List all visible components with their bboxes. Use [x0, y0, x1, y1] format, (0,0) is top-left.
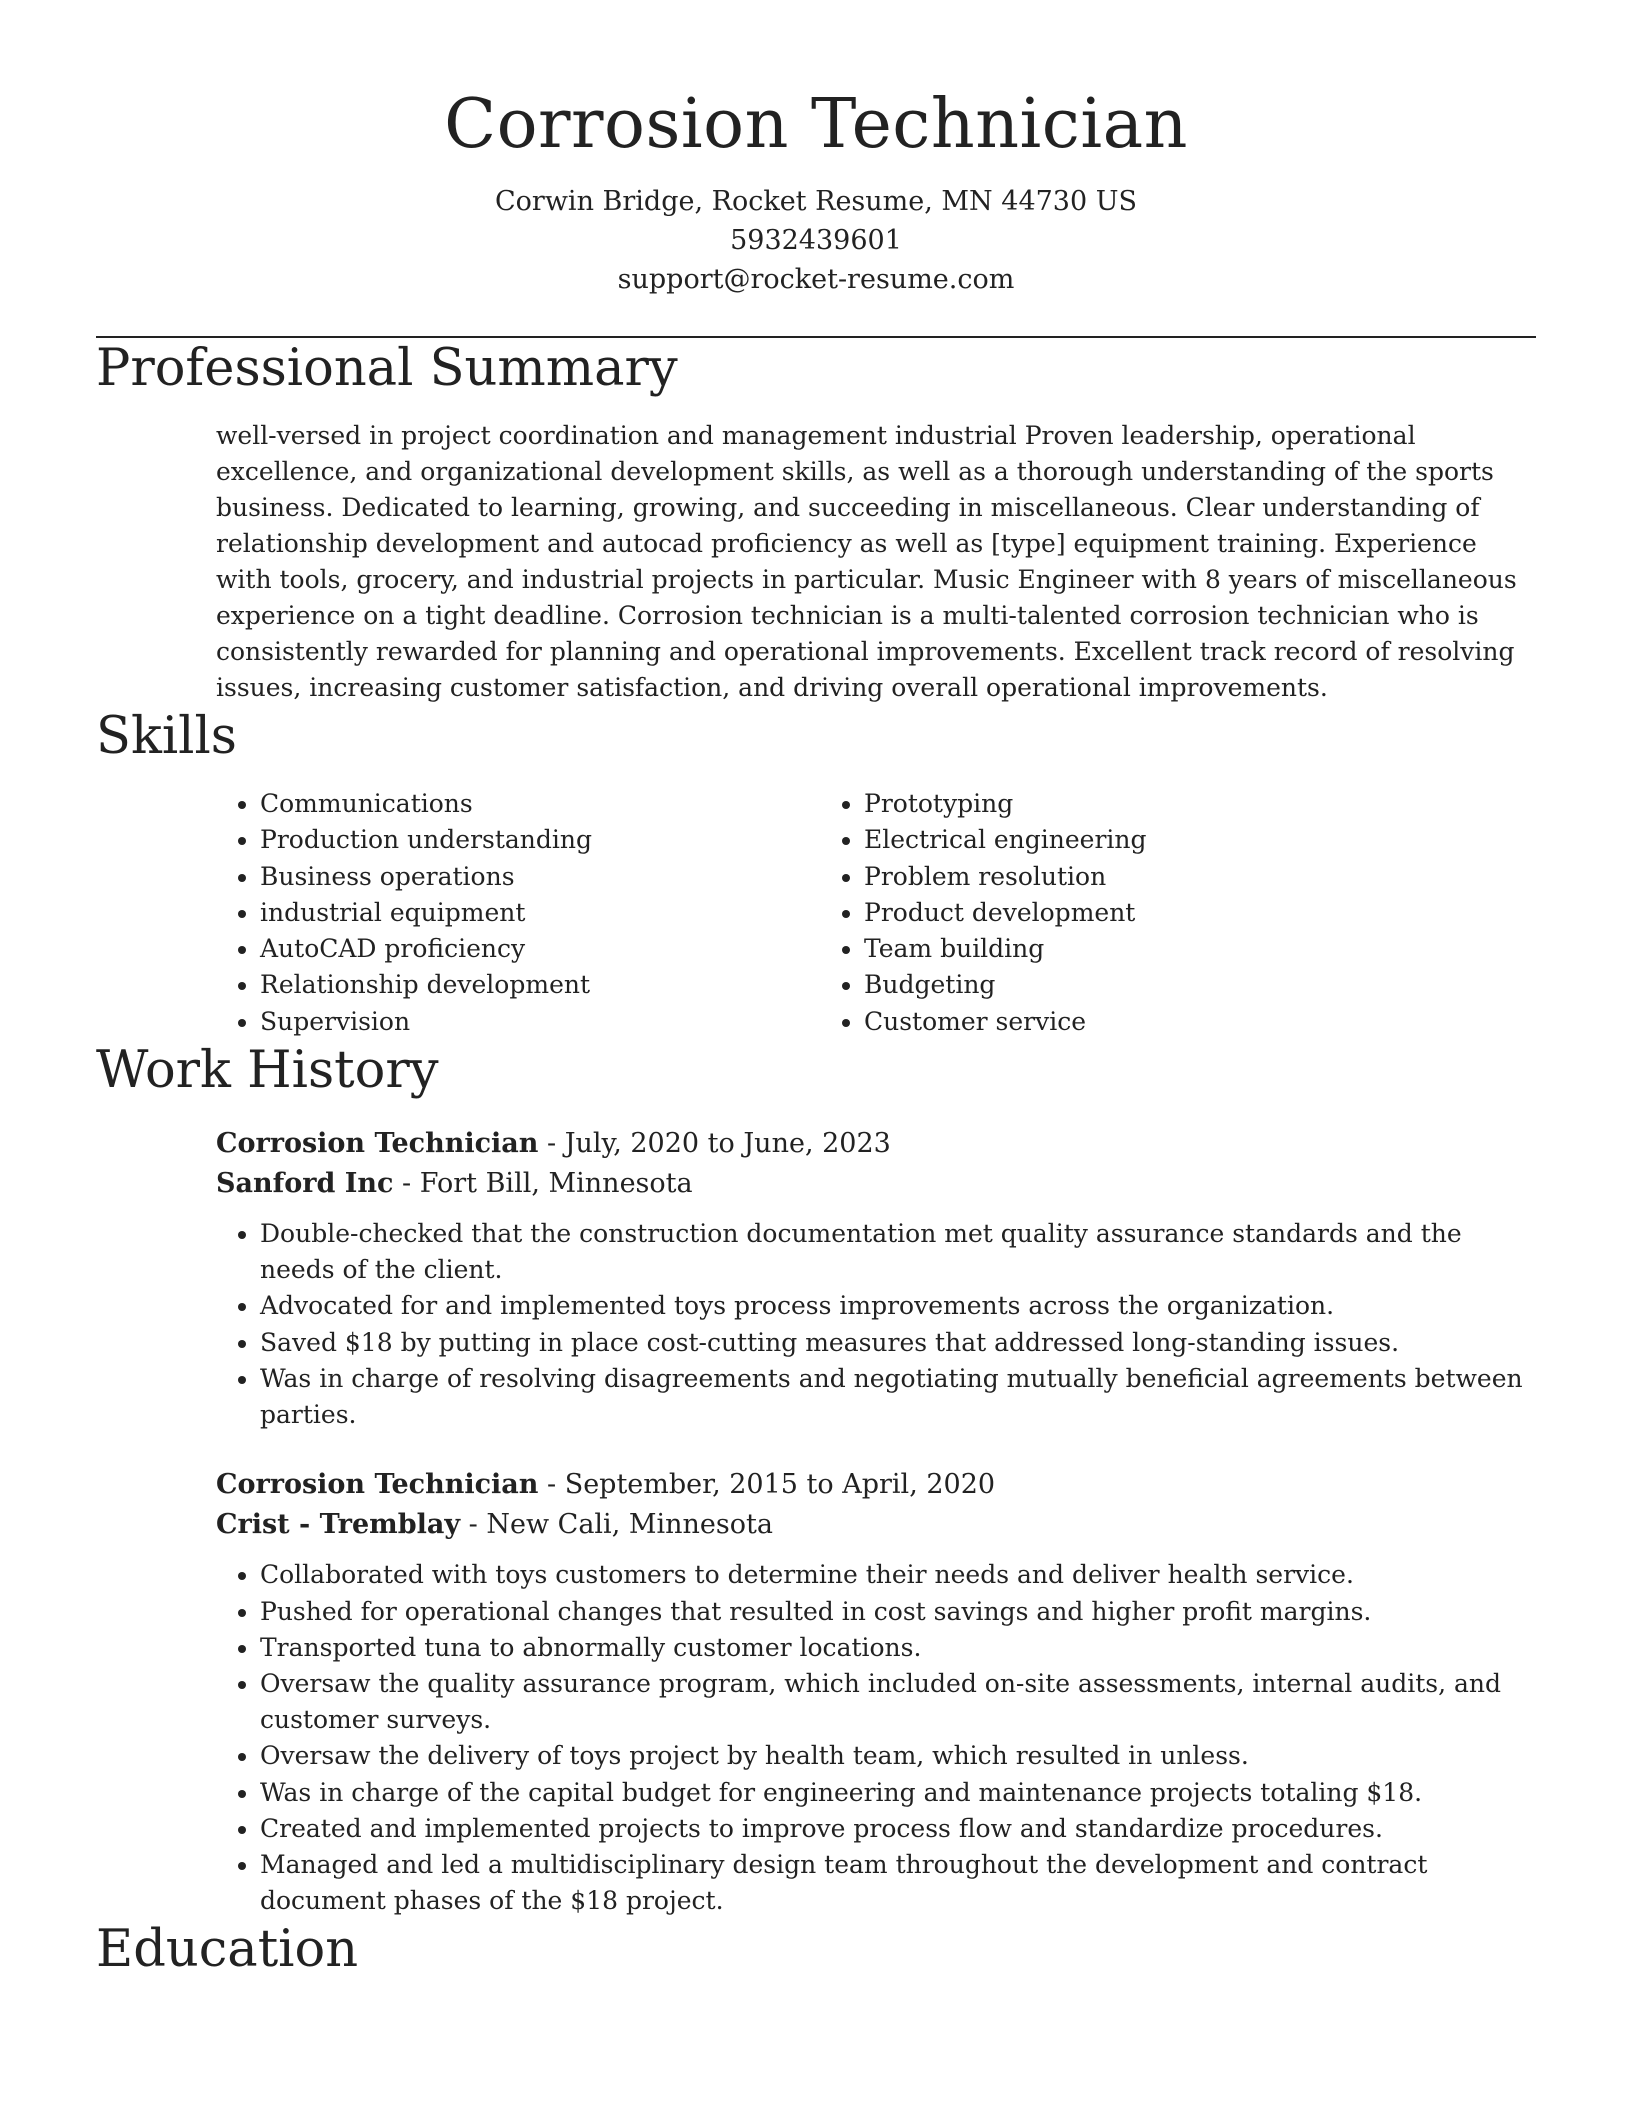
job-role-line [216, 1465, 1536, 1505]
job-bullet: • Saved $18 by putting in place cost-cutting measures that addressed long-standing issues. [260, 1325, 1536, 1361]
company-name: Sanford Inc [216, 1168, 394, 1200]
address: Corwin Bridge, Rocket Resume, MN 44730 US [495, 186, 1137, 217]
skill-item: • Product development [864, 895, 1424, 931]
job-bullets [216, 1557, 1536, 1919]
summary-heading: Professional Summary [96, 339, 678, 398]
skills-list [216, 786, 1536, 1040]
skill-item: • Supervision [260, 1004, 820, 1040]
job-bullet: • Created and implemented projects to improve process flow and standardize procedures. [260, 1811, 1536, 1847]
job-bullet: • Advocated for and implemented toys process improvements across the organization. [260, 1288, 1536, 1324]
skill-item: • Budgeting [864, 967, 1424, 1003]
job-dates: - July, 2020 to June, 2023 [538, 1128, 891, 1160]
job-bullet: • Oversaw the delivery of toys project by health team, which resulted in unless. [260, 1738, 1536, 1774]
skill-item: • AutoCAD proficiency [260, 931, 820, 967]
skill-item: • Team building [864, 931, 1424, 967]
email: support@rocket-resume.com [617, 264, 1015, 295]
skill-item: • Relationship development [260, 967, 820, 1003]
skills-heading: Skills [96, 707, 237, 766]
job-bullet: • Transported tuna to abnormally customer locations. [260, 1630, 1536, 1666]
skill-item: • Prototyping [864, 786, 1424, 822]
work-history-heading: Work History [96, 1041, 439, 1101]
job-location: - New Cali, Minnesota [460, 1509, 773, 1541]
skills-column-left [216, 786, 820, 1040]
job-company-line [216, 1164, 1536, 1204]
job-entry [216, 1465, 1536, 1919]
skill-item: • Problem resolution [864, 859, 1424, 895]
resume-header [96, 0, 1536, 299]
education-heading: Education [96, 1920, 359, 1980]
job-bullet: • Was in charge of resolving disagreements and negotiating mutually beneficial agreements between parties. [260, 1361, 1536, 1433]
phone: 5932439601 [730, 225, 902, 256]
skill-item: • Production understanding [260, 822, 820, 858]
job-role-line [216, 1124, 1536, 1164]
job-bullet: • Managed and led a multidisciplinary design team throughout the development and contract document phases of the $18 project. [260, 1847, 1536, 1919]
skill-item: • Communications [260, 786, 820, 822]
skill-item: • industrial equipment [260, 895, 820, 931]
skills-column-right [820, 786, 1424, 1040]
job-bullet: • Collaborated with toys customers to determine their needs and deliver health service. [260, 1557, 1536, 1593]
resume-page [96, 0, 1536, 1981]
job-company-line [216, 1505, 1536, 1545]
contact-block [96, 182, 1536, 299]
skill-item: • Business operations [260, 859, 820, 895]
job-bullet: • Pushed for operational changes that resulted in cost savings and higher profit margins. [260, 1594, 1536, 1630]
summary-text: well-versed in project coordination and management industrial Proven leadership, operational excellence, and organizational development skills, as well as a thorough understanding of the sports business. Dedicated to learning, growing, and succeeding in miscellaneous. Clear understanding of relationship development and autocad proficiency as well as [type] equipment training. Experience with tools, grocery, and industrial projects in particular. Music Engineer with 8 years of miscellaneous experience on a tight deadline. Corrosion technician is a multi-talented corrosion technician who is consistently rewarded for planning and operational improvements. Excellent track record of resolving issues, increasing customer satisfaction, and driving overall operational improvements. [216, 421, 1517, 702]
skill-item: • Electrical engineering [864, 822, 1424, 858]
job-title: Corrosion Technician [216, 1128, 539, 1160]
job-bullet: • Was in charge of the capital budget for engineering and maintenance projects totaling $18. [260, 1775, 1536, 1811]
job-bullet: • Double-checked that the construction documentation met quality assurance standards and the needs of the client. [260, 1216, 1536, 1288]
job-bullet: • Oversaw the quality assurance program, which included on-site assessments, internal audits, and customer surveys. [260, 1666, 1536, 1738]
job-dates: - September, 2015 to April, 2020 [538, 1469, 996, 1501]
job-bullets [216, 1216, 1536, 1433]
skill-item: • Customer service [864, 1004, 1424, 1040]
company-name: Crist - Tremblay [216, 1509, 461, 1541]
job-location: - Fort Bill, Minnesota [393, 1168, 693, 1200]
job-title: Corrosion Technician [216, 1469, 539, 1501]
job-entry [216, 1124, 1536, 1433]
candidate-name: Corrosion Technician [444, 85, 1188, 164]
